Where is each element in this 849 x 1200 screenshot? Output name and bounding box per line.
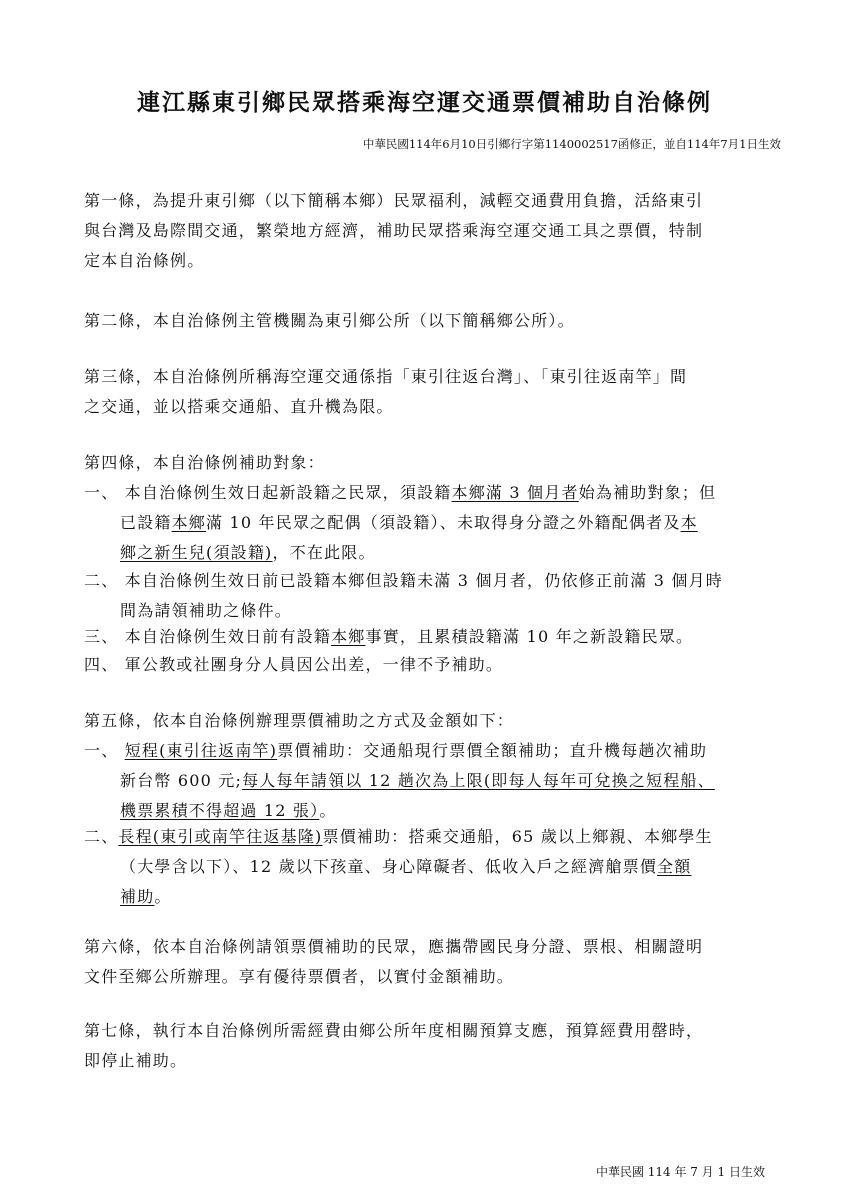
article-line: 第一條，為提升東引鄉（以下簡稱本鄉）民眾福利，減輕交通費用負擔，活絡東引	[84, 191, 704, 210]
article-4-item-1	[84, 478, 784, 568]
amendment-note: 中華民國114年6月10日引鄉行字第1140002517函修正，並自114年7月1日生效	[362, 137, 781, 151]
effective-date-footer: 中華民國 114 年 7 月 1 日生效	[595, 1165, 765, 1179]
item-line: 一、 短程(東引往返南竿)票價補助：交通船現行票價全額補助；直升機每趟次補助	[84, 741, 708, 760]
item-line: 一、 本自治條例生效日起新設籍之民眾，須設籍本鄉滿 3 個月者始為補助對象；但	[84, 483, 717, 502]
item-line: 機票累積不得超過 12 張）。	[120, 801, 337, 820]
article-line: 之交通，並以搭乘交通船、直升機為限。	[84, 397, 394, 416]
item-line: 已設籍本鄉滿 10 年民眾之配偶（須設籍）、未取得身分證之外籍配偶者及本	[120, 513, 698, 532]
article-4-item-4	[84, 650, 784, 680]
item-line: 補助。	[120, 887, 172, 906]
item-line: 四、 軍公教或社團身分人員因公出差，一律不予補助。	[84, 655, 504, 674]
article-line: 第二條，本自治條例主管機關為東引鄉公所（以下簡稱鄉公所）。	[84, 311, 575, 330]
article-line: 定本自治條例。	[84, 251, 205, 270]
article-line: 第三條，本自治條例所稱海空運交通係指「東引往返台灣」、「東引往返南竿」間	[84, 367, 688, 386]
article-5-item-1	[84, 736, 784, 826]
article-1	[84, 186, 774, 276]
item-line: 二、 本自治條例生效日前已設籍本鄉但設籍未滿 3 個月者，仍依修正前滿 3 個月時	[84, 571, 723, 590]
item-line: 新台幣 600 元;每人每年請領以 12 趟次為上限(即每人每年可兌換之短程船、	[120, 771, 715, 790]
item-line: 鄉之新生兒(須設籍)，不在此限。	[120, 543, 376, 562]
article-line: 第七條，執行本自治條例所需經費由鄉公所年度相關預算支應，預算經費用罄時，	[84, 1021, 704, 1040]
item-line: 二、長程(東引或南竿往返基隆)票價補助：搭乘交通船，65 歲以上鄉親、本鄉學生	[84, 827, 713, 846]
article-5	[84, 706, 774, 736]
item-line: 三、 本自治條例生效日前有設籍本鄉事實，且累積設籍滿 10 年之新設籍民眾。	[84, 627, 694, 646]
item-line: 間為請領補助之條件。	[120, 601, 293, 620]
article-5-item-2	[84, 822, 784, 912]
article-line: 第六條，依本自治條例請領票價補助的民眾，應攜帶國民身分證、票根、相關證明	[84, 937, 704, 956]
article-6	[84, 932, 774, 992]
item-line: （大學含以下）、12 歲以下孩童、身心障礙者、低收入戶之經濟艙票價全額	[120, 857, 692, 876]
article-line: 文件至鄉公所辦理。享有優待票價者，以實付金額補助。	[84, 967, 515, 986]
page-title: 連江縣東引鄉民眾搭乘海空運交通票價補助自治條例	[137, 90, 712, 116]
article-4-item-3	[84, 622, 784, 652]
article-line: 與台灣及島際間交通，繁榮地方經濟，補助民眾搭乘海空運交通工具之票價，特制	[84, 221, 704, 240]
article-4-item-2	[84, 566, 784, 626]
article-7	[84, 1016, 774, 1076]
article-2	[84, 306, 774, 336]
article-heading: 第五條，依本自治條例辦理票價補助之方式及金額如下：	[84, 711, 515, 730]
article-line: 即停止補助。	[84, 1051, 188, 1070]
article-heading: 第四條，本自治條例補助對象：	[84, 453, 325, 472]
article-4	[84, 448, 774, 478]
article-3	[84, 362, 774, 422]
